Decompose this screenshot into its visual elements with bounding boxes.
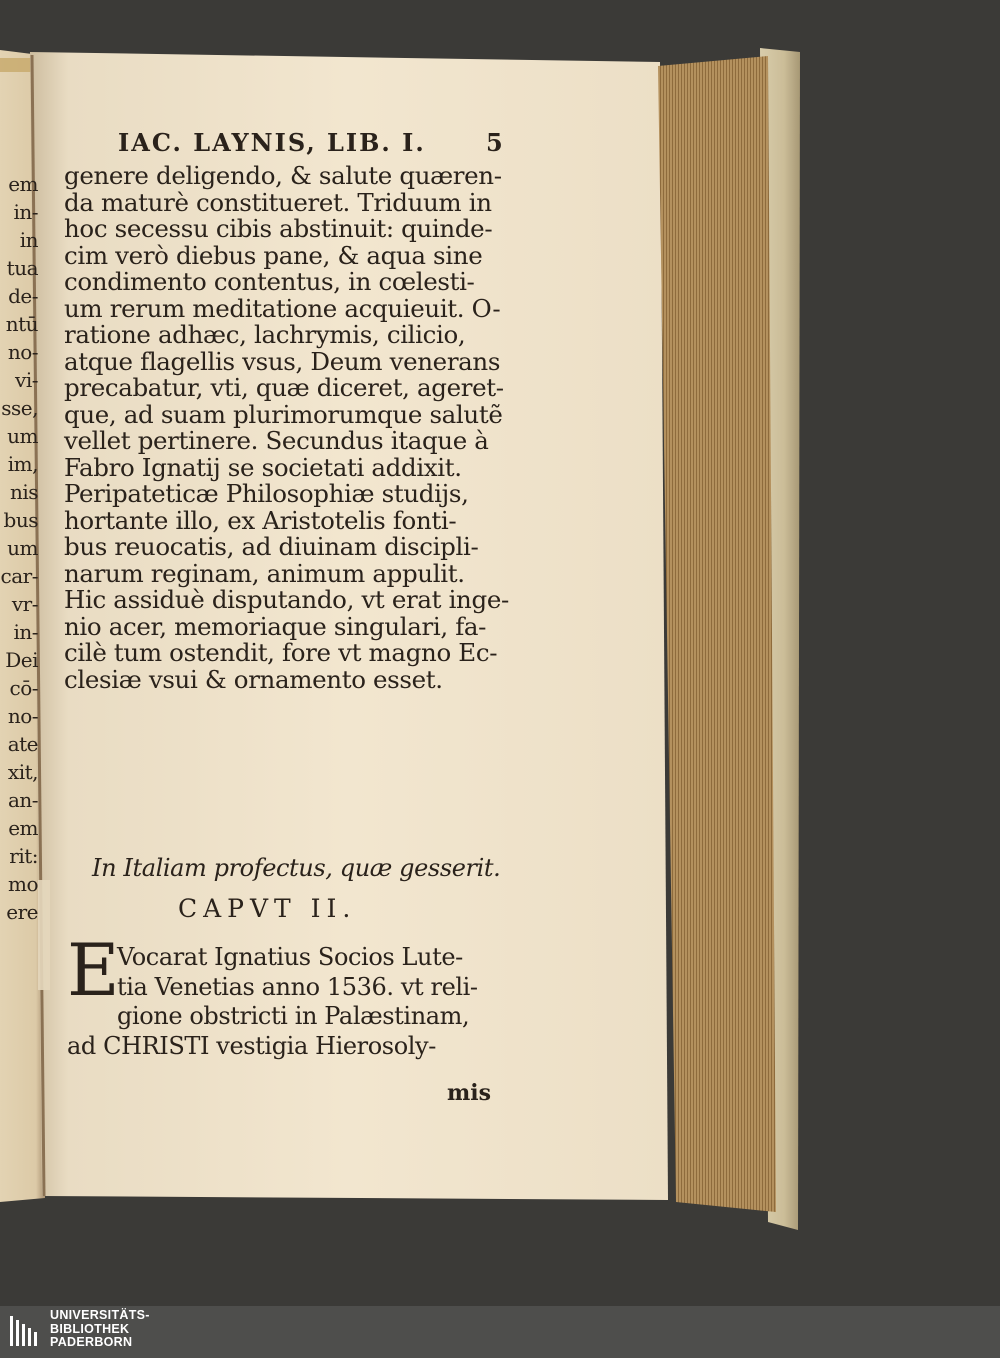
edge-fragment: bus	[3, 508, 38, 532]
edge-fragment: in	[19, 228, 38, 252]
edge-fragment: ere	[6, 900, 38, 924]
logo-line: BIBLIOTHEK	[50, 1321, 130, 1336]
text-line: um rerum meditatione acquieuit. O-	[64, 293, 501, 323]
edge-fragment: um	[7, 536, 38, 560]
logo-line: UNIVERSITÄTS-	[50, 1308, 150, 1322]
edge-fragment: cō-	[9, 676, 38, 700]
page-number: 5	[486, 128, 503, 157]
text-line: vellet pertinere. Secundus itaque à	[64, 426, 489, 455]
edge-fragment: im,	[7, 452, 38, 476]
edge-fragment: no-	[7, 704, 38, 728]
university-library-bars-icon	[10, 1316, 40, 1346]
chapter-text	[67, 943, 517, 1061]
edge-fragment: ntū	[5, 312, 38, 336]
edge-fragment: nis	[9, 480, 38, 504]
text-line: cim verò diebus pane, & aqua sine	[64, 240, 483, 270]
text-line: atque flagellis vsus, Deum venerans	[64, 346, 501, 376]
edge-fragment: um	[7, 424, 38, 448]
edge-fragment: in-	[13, 620, 38, 644]
edge-fragment: em	[8, 816, 38, 840]
body-text	[64, 163, 514, 693]
text-line: condimento contentus, in cœlesti-	[64, 267, 475, 296]
text-line: Fabro Ignatij se societati addixit.	[64, 452, 462, 482]
edge-fragment: mo	[7, 872, 38, 896]
left-page-edge-text	[0, 170, 42, 926]
edge-fragment: sse,	[1, 396, 38, 420]
edge-fragment: em	[8, 172, 38, 196]
edge-fragment: rit:	[9, 844, 38, 868]
page-edges	[658, 56, 776, 1212]
text-line: clesiæ vsui & ornamento esset.	[64, 664, 443, 694]
text-line: bus reuocatis, ad diuinam discipli-	[64, 532, 479, 561]
text-line: genere deligendo, & salute quæren-	[64, 161, 502, 190]
text-line: narum reginam, animum appulit.	[64, 558, 465, 588]
footer-bar	[0, 1306, 1000, 1358]
edge-fragment: ate	[7, 732, 38, 756]
text-line: ratione adhæc, lachrymis, cilicio,	[64, 320, 466, 349]
text-line: que, ad suam plurimorumque salutẽ	[64, 399, 503, 429]
text-line: Hic assiduè disputando, vt erat inge-	[64, 585, 509, 614]
edge-fragment: in-	[13, 200, 38, 224]
text-line: Peripateticæ Philosophiæ studijs,	[64, 479, 469, 508]
text-line: da maturè constitueret. Triduum in	[64, 187, 492, 217]
catchword: mis	[447, 1080, 492, 1106]
library-logo-text	[50, 1309, 150, 1350]
text-line: hortante illo, ex Aristotelis fonti-	[64, 505, 457, 535]
edge-fragment: vi-	[15, 368, 38, 392]
text-line: cilè tum ostendit, fore vt magno Ec-	[64, 638, 498, 667]
section-heading: In Italiam profectus, quæ gesserit.	[92, 854, 501, 882]
text-line: precabatur, vti, quæ diceret, ageret-	[64, 373, 504, 402]
drop-capital: E	[67, 928, 120, 1012]
edge-fragment: de-	[8, 284, 38, 308]
chapter-heading: CAPVT II.	[178, 894, 357, 923]
text-line: Vocarat Ignatius Socios Lute-	[117, 943, 463, 971]
edge-fragment: an-	[7, 788, 38, 812]
running-head: IAC. LAYNIS, LIB. I.	[118, 128, 426, 157]
logo-line: PADERBORN	[50, 1335, 133, 1349]
text-line: ad CHRISTI vestigia Hierosoly-	[67, 1031, 436, 1060]
edge-fragment: no-	[7, 340, 38, 364]
edge-fragment: xit,	[7, 760, 38, 784]
edge-fragment: Dei	[5, 648, 38, 672]
edge-fragment: tua	[6, 256, 38, 280]
text-line: tia Venetias anno 1536. vt reli-	[117, 972, 478, 1001]
edge-fragment: vr-	[11, 592, 38, 616]
text-line: gione obstricti in Palæstinam,	[117, 1002, 470, 1030]
text-line: nio acer, memoriaque singulari, fa-	[64, 611, 487, 641]
edge-fragment: car-	[0, 564, 38, 588]
text-line: hoc secessu cibis abstinuit: quinde-	[64, 214, 493, 243]
